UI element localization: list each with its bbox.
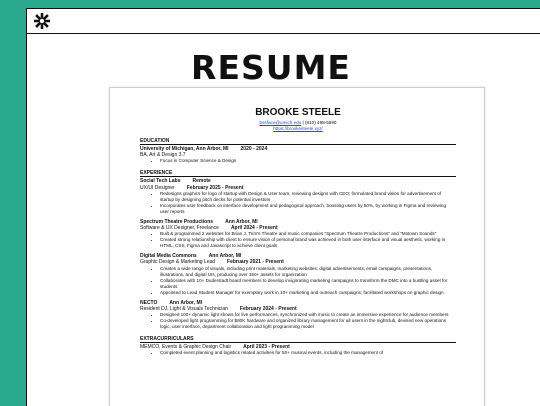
entry-role-dates: February 2025 - Present bbox=[186, 184, 244, 191]
entry-role: BA, Art & Design 3.7 bbox=[140, 152, 186, 159]
bullet-item: • Co-developed light programming for $80K hardware and organized library management for all users in the nightclub, devised new operations logic, user interface, department collaboration and light programming model bbox=[160, 318, 456, 330]
resume-sections bbox=[140, 138, 456, 356]
bullet-item: • Focus in Computer Science & Design bbox=[160, 158, 456, 164]
entry-role: Resident DJ, Light & Visuals Technician bbox=[140, 305, 228, 312]
entry-location-dates: Ann Arbor, MI bbox=[169, 299, 203, 306]
entry-organization: NECTO bbox=[140, 299, 158, 306]
top-bar bbox=[27, 9, 540, 34]
resume-section bbox=[140, 138, 456, 164]
website-link[interactable]: https://brookesteele.xyz/ bbox=[273, 126, 323, 131]
entry-bullets bbox=[140, 312, 456, 330]
entry-location-dates: Ann Arbor, MI bbox=[225, 218, 258, 225]
entry-bullets bbox=[140, 231, 456, 249]
bullet-item: • Designed 100+ dynamic light shows for live performances, synchronized with music to create an immersive experience for audience members bbox=[160, 312, 456, 318]
bullet-item: • Built & programmed 2 websites for Brian J. Trim's Theatre and music companies "Spectrum Theatre Productions" and "Motown Sounds" bbox=[160, 231, 456, 237]
entry-organization: Digital Media Commons bbox=[140, 253, 197, 260]
entry-organization: Social Tech Labs bbox=[140, 178, 181, 185]
entry-location-dates: 2020 - 2024 bbox=[240, 146, 268, 152]
entry-role: Graphic Design & Marketing Lead bbox=[140, 259, 216, 266]
separator: | bbox=[302, 120, 306, 125]
resume-document bbox=[109, 87, 485, 406]
resume-entry bbox=[140, 219, 456, 249]
bullet-item: • Created strong relationship with client to ensure vision of personal brand was achieved in both user interface and visual aesthetic, working in HTML, CSS, Figma and Javascript to achieve client goals bbox=[160, 237, 456, 249]
bullet-item: • Incorporates user feedback on interface development and pedagogical approach, boosting users by 50%, by working in Figma and reviewing user reports bbox=[160, 203, 456, 215]
bullet-item: • Creates a wide range of visuals, including print materials, marketing websites, digital advertisements, email campaigns, presentations, illustrations, and digital UIs, producing over 150+ assets for organization bbox=[160, 266, 456, 278]
entry-bullets bbox=[140, 191, 456, 215]
section-title: EXTRACURRICULARS bbox=[140, 336, 456, 343]
asterisk-logo-icon bbox=[34, 13, 50, 29]
entry-role-dates: April 2023 - Present bbox=[243, 344, 290, 351]
resume-name: BROOKE STEELE bbox=[255, 107, 341, 118]
entry-organization: Spectrum Theatre Productions bbox=[140, 218, 214, 225]
bullet-item: • Collaborates with 10+ Duderstadt board members to develop invigorating marketing campaigns to transform the DMC into a bustling asset for students bbox=[160, 278, 456, 290]
section-title: EXPERIENCE bbox=[140, 170, 456, 177]
email-link[interactable]: bssface@umich.edu bbox=[259, 120, 302, 125]
page-heading: RESUME bbox=[191, 48, 351, 87]
bullet-item: • Completed event planning and logistics related activities for 50+ musical events, including the management of bbox=[160, 350, 456, 356]
entry-bullets bbox=[140, 158, 456, 164]
entry-bullets bbox=[140, 350, 456, 356]
bullet-item: • Redesigns graphics for logo of startup with Design & User team, reviewing designs with CEO; formulated brand vision for advertisement of startup by designing pitch decks for potential investors bbox=[160, 191, 456, 203]
resume-section bbox=[140, 336, 456, 356]
resume-section bbox=[140, 170, 456, 330]
resume-entry bbox=[140, 178, 456, 214]
website-line bbox=[140, 126, 456, 132]
entry-location-dates: Remote bbox=[192, 178, 211, 185]
presentation-frame bbox=[26, 8, 540, 406]
entry-organization: University of Michigan, Ann Arbor, MI bbox=[140, 146, 229, 152]
entry-location-dates: Ann Arbor, MI bbox=[208, 253, 242, 260]
resume-entry bbox=[140, 344, 456, 356]
resume-entry bbox=[140, 146, 456, 164]
entry-role-dates: April 2024 - Present bbox=[230, 225, 278, 232]
resume-entry bbox=[140, 300, 456, 330]
entry-role-dates: February 2024 - Present bbox=[239, 305, 297, 312]
entry-bullets bbox=[140, 266, 456, 296]
entry-role-dates: February 2021 - Present bbox=[227, 259, 284, 266]
entry-role: UX/UI Designer bbox=[140, 184, 175, 191]
section-title: EDUCATION bbox=[140, 138, 456, 145]
resume-entry bbox=[140, 253, 456, 295]
entry-role: MEMCO, Events & Graphic Design Chair bbox=[140, 344, 232, 351]
resume-content bbox=[140, 107, 456, 356]
entry-role: Software & UX Designer, Freelance bbox=[140, 225, 219, 232]
bullet-item: • Appointed to Lead Student Manager for exemplary work in 10+ marketing and outreach campaigns; facilitated workshops on graphic design bbox=[160, 290, 456, 296]
phone-number: (810) 498-5590 bbox=[305, 120, 337, 125]
